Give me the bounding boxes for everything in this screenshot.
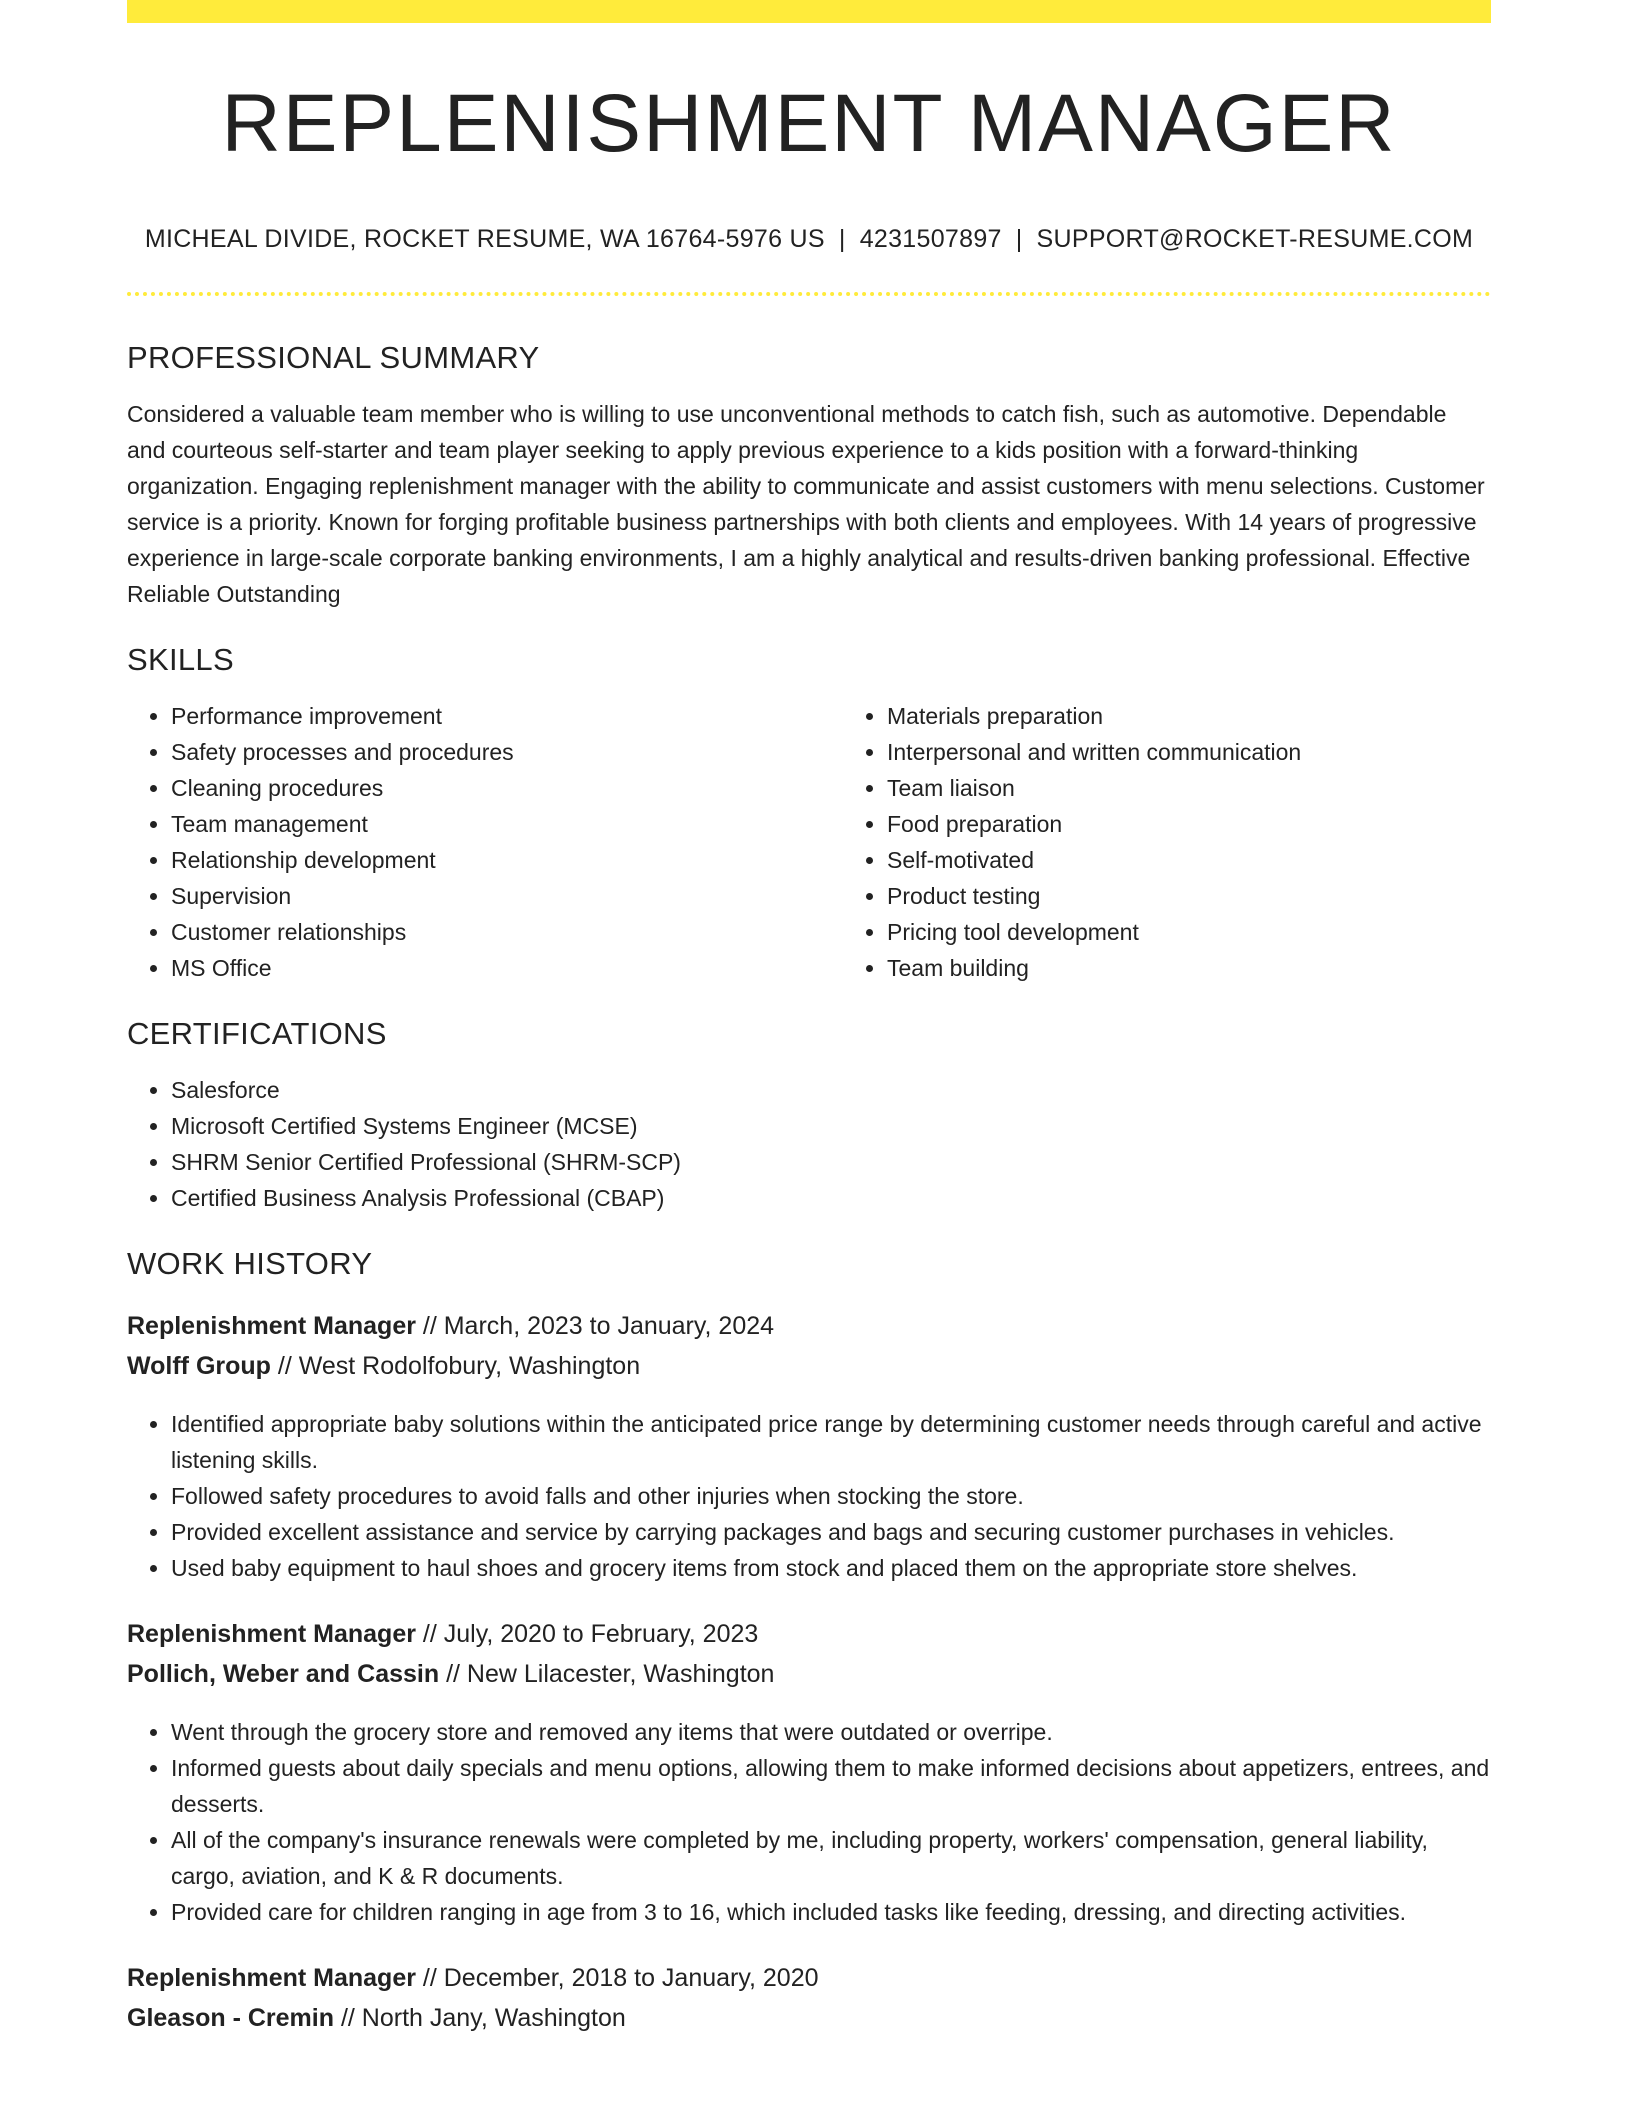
job-title: Replenishment Manager: [127, 1964, 416, 1992]
skill-item: • Self-motivated: [887, 842, 1559, 878]
job-title-line: [127, 1306, 1491, 1346]
skill-item: • Supervision: [171, 878, 843, 914]
contact-separator: |: [1015, 225, 1023, 253]
certifications-heading: CERTIFICATIONS: [127, 1016, 387, 1051]
skill-item: • Team liaison: [887, 770, 1559, 806]
job-entry: [127, 1614, 1491, 1930]
job-company: Wolff Group: [127, 1352, 271, 1380]
job-location: // West Rodolfobury, Washington: [270, 1352, 641, 1380]
job-location: // New Lilacester, Washington: [439, 1660, 775, 1688]
skill-item: • MS Office: [171, 950, 843, 986]
job-dates: // July, 2020 to February, 2023: [415, 1620, 759, 1648]
job-bullets: [127, 1714, 1491, 1930]
skill-item: • Pricing tool development: [887, 914, 1559, 950]
summary-heading: PROFESSIONAL SUMMARY: [127, 340, 540, 375]
job-company-line: [127, 1998, 1491, 2038]
job-dates: // December, 2018 to January, 2020: [415, 1964, 819, 1992]
contact-email[interactable]: SUPPORT@ROCKET-RESUME.COM: [1036, 225, 1474, 253]
job-bullet: • Provided care for children ranging in age from 3 to 16, which included tasks like feeding, dressing, and directing activities.: [171, 1894, 1491, 1930]
skills-list: [127, 678, 1491, 986]
job-title: Replenishment Manager: [127, 1620, 416, 1648]
job-title-line: [127, 1958, 1491, 1998]
job-bullet: • Went through the grocery store and removed any items that were outdated or overripe.: [171, 1714, 1491, 1750]
job-company: Gleason - Cremin: [127, 2004, 334, 2032]
skills-right-column: [843, 698, 1559, 986]
job-title-line: [127, 1614, 1491, 1654]
skill-item: • Interpersonal and written communication: [887, 734, 1559, 770]
certification-item: • Microsoft Certified Systems Engineer (MCSE): [171, 1108, 1491, 1144]
skills-left-column: [127, 698, 843, 986]
skill-item: • Product testing: [887, 878, 1559, 914]
certification-item: • SHRM Senior Certified Professional (SHRM-SCP): [171, 1144, 1491, 1180]
job-entry: [127, 1306, 1491, 1586]
skills-heading: SKILLS: [127, 642, 234, 677]
job-bullets: [127, 1406, 1491, 1586]
certifications-list: [127, 1072, 1491, 1216]
job-bullet: • Identified appropriate baby solutions within the anticipated price range by determining customer needs through careful and active listening skills.: [171, 1406, 1491, 1478]
summary-text: Considered a valuable team member who is willing to use unconventional methods to catch fish, such as automotive. Dependable and courteous self-starter and team player seeking to apply previous experience to a kids position with a forward-thinking organization. Engaging replenishment manager with the ability to communicate and assist customers with menu selections. Customer service is a priority. Known for forging profitable business partnerships with both clients and employees. With 14 years of progressive experience in large-scale corporate banking environments, I am a highly analytical and results-driven banking professional. Effective Reliable Outstanding: [127, 401, 1485, 607]
contact-separator: |: [838, 225, 846, 253]
contact-address: MICHEAL DIVIDE, ROCKET RESUME, WA 16764-5976 US: [144, 225, 825, 253]
skill-item: • Relationship development: [171, 842, 843, 878]
skill-item: • Materials preparation: [887, 698, 1559, 734]
skill-item: • Customer relationships: [171, 914, 843, 950]
contact-line: [127, 225, 1491, 254]
skill-item: • Team building: [887, 950, 1559, 986]
job-dates: // March, 2023 to January, 2024: [415, 1312, 775, 1340]
skill-item: • Food preparation: [887, 806, 1559, 842]
job-company-line: [127, 1654, 1491, 1694]
job-company: Pollich, Weber and Cassin: [127, 1660, 440, 1688]
job-bullet: • Provided excellent assistance and service by carrying packages and bags and securing customer purchases in vehicles.: [171, 1514, 1491, 1550]
job-location: // North Jany, Washington: [334, 2004, 626, 2032]
skill-item: • Cleaning procedures: [171, 770, 843, 806]
skill-item: • Safety processes and procedures: [171, 734, 843, 770]
page-title: REPLENISHMENT MANAGER: [221, 78, 1397, 169]
certification-item: • Salesforce: [171, 1072, 1491, 1108]
work-history-heading: WORK HISTORY: [127, 1246, 373, 1281]
job-bullet: • Used baby equipment to haul shoes and grocery items from stock and placed them on the appropriate store shelves.: [171, 1550, 1491, 1586]
job-bullet: • All of the company's insurance renewals were completed by me, including property, workers' compensation, general liability, cargo, aviation, and K & R documents.: [171, 1822, 1491, 1894]
skill-item: • Performance improvement: [171, 698, 843, 734]
job-title: Replenishment Manager: [127, 1312, 416, 1340]
job-company-line: [127, 1346, 1491, 1386]
contact-phone[interactable]: 4231507897: [859, 225, 1002, 253]
certification-item: • Certified Business Analysis Professional (CBAP): [171, 1180, 1491, 1216]
job-bullet: • Followed safety procedures to avoid falls and other injuries when stocking the store.: [171, 1478, 1491, 1514]
accent-top-bar: [127, 0, 1491, 23]
job-entry: [127, 1958, 1491, 2038]
dotted-divider: [127, 292, 1491, 296]
job-bullet: • Informed guests about daily specials and menu options, allowing them to make informed decisions about appetizers, entrees, and desserts.: [171, 1750, 1491, 1822]
skill-item: • Team management: [171, 806, 843, 842]
resume-page: [127, 0, 1491, 2038]
